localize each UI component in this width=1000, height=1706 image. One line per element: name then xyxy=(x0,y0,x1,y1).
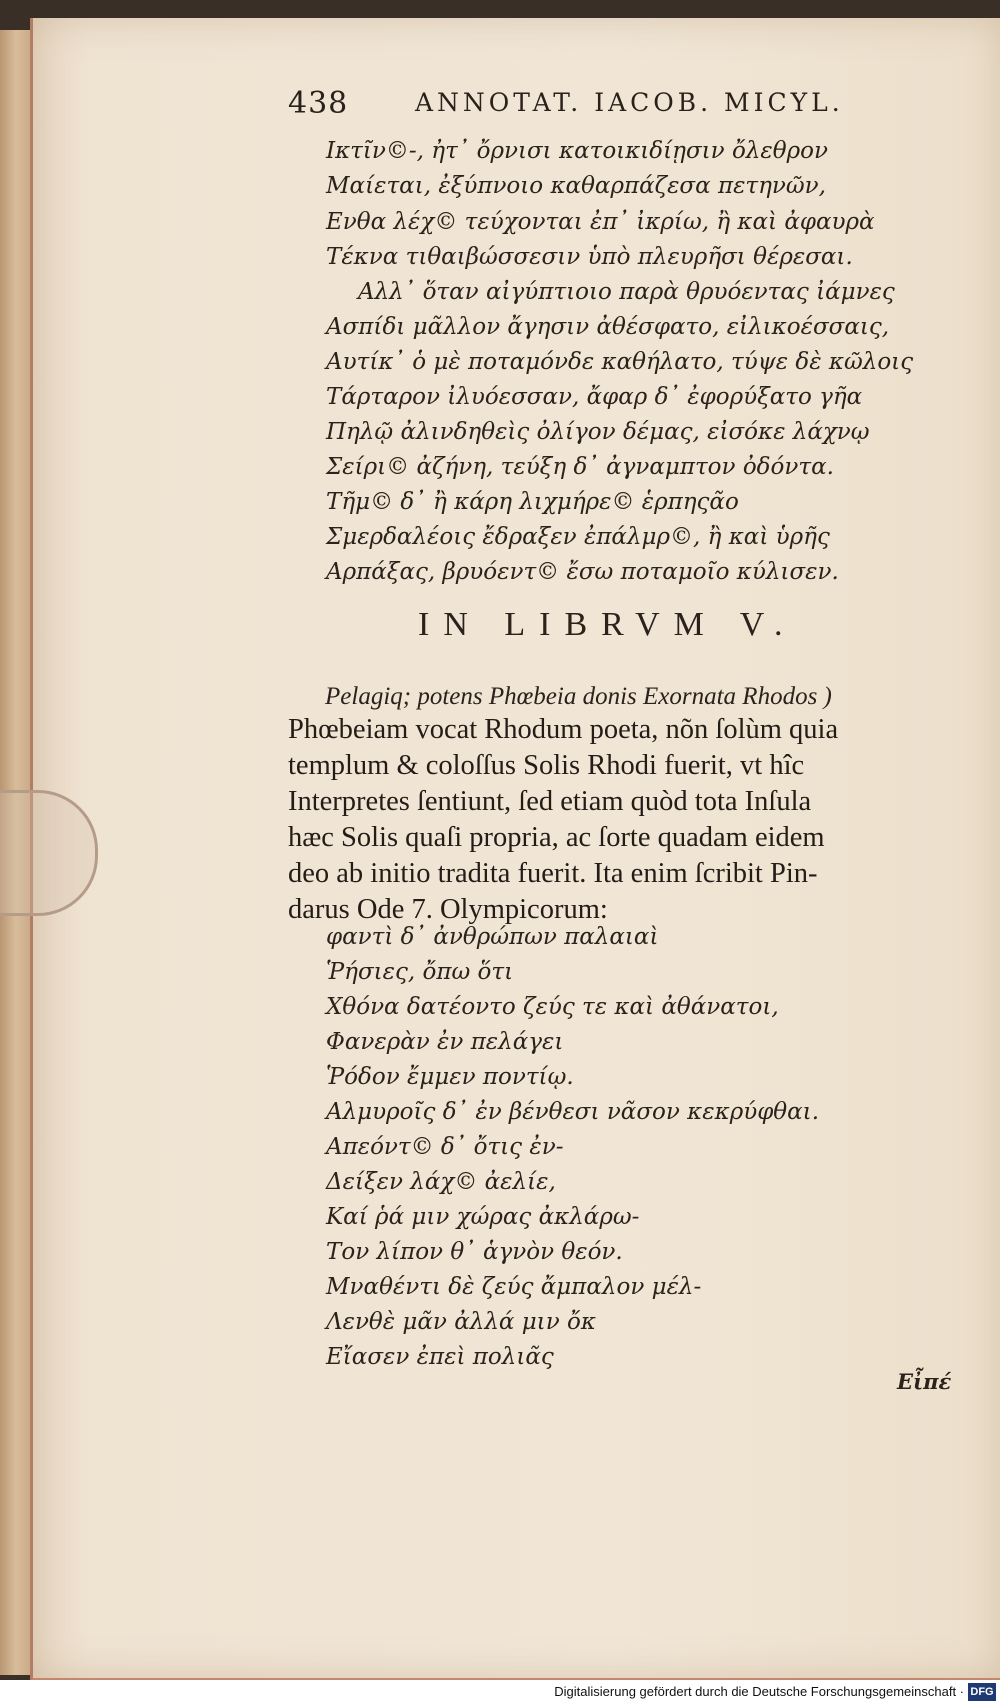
verse-line: Ῥήσιες, ὄπω ὅτι xyxy=(326,959,514,985)
verse-line: Ῥόδον ἔμμεν ποντίῳ. xyxy=(326,1064,574,1090)
verse-line: Φανερὰν ἐν πελάγει xyxy=(326,1029,564,1055)
verse-line: Ενθα λέχ© τεύχονται ἐπ᾽ ἰκρίω, ἢ καὶ ἀφαυρὰ xyxy=(326,209,875,235)
running-title: ANNOTAT. IACOB. MICYL. xyxy=(415,88,844,117)
dfg-logo-icon[interactable]: DFG xyxy=(968,1683,996,1701)
verse-line: Τῆμ© δ᾽ ἢ κάρη λιχμήρε© ἑρπηςᾶο xyxy=(326,489,739,515)
verse-line: Τάρταρον ἰλυόεσσαν, ἄφαρ δ᾽ ἐφορύξατο γῆα xyxy=(326,384,863,410)
verse-line: Αλμυροῖς δ᾽ ἐν βένθεσι νᾶσον κεκρύφθαι. xyxy=(326,1099,820,1125)
verse-line: Αυτίκ᾽ ὁ μὲ ποταμόνδε καθήλατο, τύψε δὲ κῶλοις xyxy=(326,349,914,375)
verse-line: Δείξεν λάχ© ἀελίε, xyxy=(326,1169,556,1195)
verse-line: Ικτῖν©-, ἠτ᾽ ὄρνισι κατοικιδίῃσιν ὄλεθρον xyxy=(326,138,828,164)
verse-line: Σμερδαλέοις ἔδραξεν ἐπάλμρ©, ἢ καὶ ὑρῆς xyxy=(326,524,830,550)
verse-line: Μαίεται, ἐξύπνοιο καθαρπάζεσα πετηνῶν, xyxy=(326,173,826,199)
prose-line: Phœbeiam vocat Rhodum poeta, nõn ſolùm quia xyxy=(288,714,839,745)
verse-line: Χθόνα δατέοντο ζεύς τε καὶ ἀθάνατοι, xyxy=(326,994,779,1020)
catchword: Εἶπέ xyxy=(897,1369,952,1394)
verse-line: Λενθὲ μᾶν ἀλλά μιν ὄκ xyxy=(326,1309,596,1335)
verse-line: Τέκνα τιθαιβώσσεσιν ὑπὸ πλευρῆσι θέρεσαι. xyxy=(326,244,853,270)
verse-line: Ασπίδι μᾶλλον ἄγησιν ἀθέσφατο, εἰλικοέσσαις, xyxy=(326,314,890,340)
verse-line: Σείρι© ἀζήνη, τεύξη δ᾽ ἀγναμπτον ὀδόντα. xyxy=(326,454,834,480)
verse-line: Αλλ᾽ ὅταν αἰγύπτιοιο παρὰ θρυόεντας ἰάμνες xyxy=(358,279,895,305)
commentary-prose xyxy=(288,712,956,928)
prose-line: hæc Solis quaſi propria, ac ſorte quadam eidem xyxy=(288,822,825,853)
verse-line: Μναθέντι δὲ ζεύς ἄμπαλον μέλ- xyxy=(326,1274,702,1300)
lemma: Pelagiq; potens Phœbeia donis Exornata Rhodos ) xyxy=(325,683,832,710)
prose-line: darus Ode 7. Olympicorum: xyxy=(288,894,608,925)
section-title: IN LIBRVM V. xyxy=(418,606,797,643)
prose-line: templum & coloſſus Solis Rhodi fuerit, vt hîc xyxy=(288,750,805,781)
verse-line: Εἴασεν ἐπεὶ πολιᾶς xyxy=(326,1344,554,1370)
footer-credit: Digitalisierung gefördert durch die Deutsche Forschungsgemeinschaft · xyxy=(554,1684,964,1699)
verse-line: φαντὶ δ᾽ ἀνθρώπων παλαιαὶ xyxy=(326,924,659,950)
digitization-footer xyxy=(0,1680,1000,1706)
verse-line: Τον λίπον θ᾽ ἁγνὸν θεόν. xyxy=(326,1239,623,1265)
verse-line: Αρπάξας, βρυόεντ© ἔσω ποταμοῖο κύλισεν. xyxy=(326,559,839,585)
page-number: 438 xyxy=(288,86,349,121)
verse-line: Απεόντ© δ᾽ ὄτις ἐν- xyxy=(326,1134,564,1160)
verse-line: Καί ῥά μιν χώρας ἀκλάρω- xyxy=(326,1204,640,1230)
running-head xyxy=(0,86,1000,126)
prose-line: deo ab initio tradita fuerit. Ita enim ſcribit Pin- xyxy=(288,858,818,889)
prose-line: Interpretes ſentiunt, ſed etiam quòd tota Inſula xyxy=(288,786,812,817)
verse-line: Πηλῷ ἀλινδηθεὶς ὀλίγον δέμας, εἰσόκε λάχνῳ xyxy=(326,419,870,445)
